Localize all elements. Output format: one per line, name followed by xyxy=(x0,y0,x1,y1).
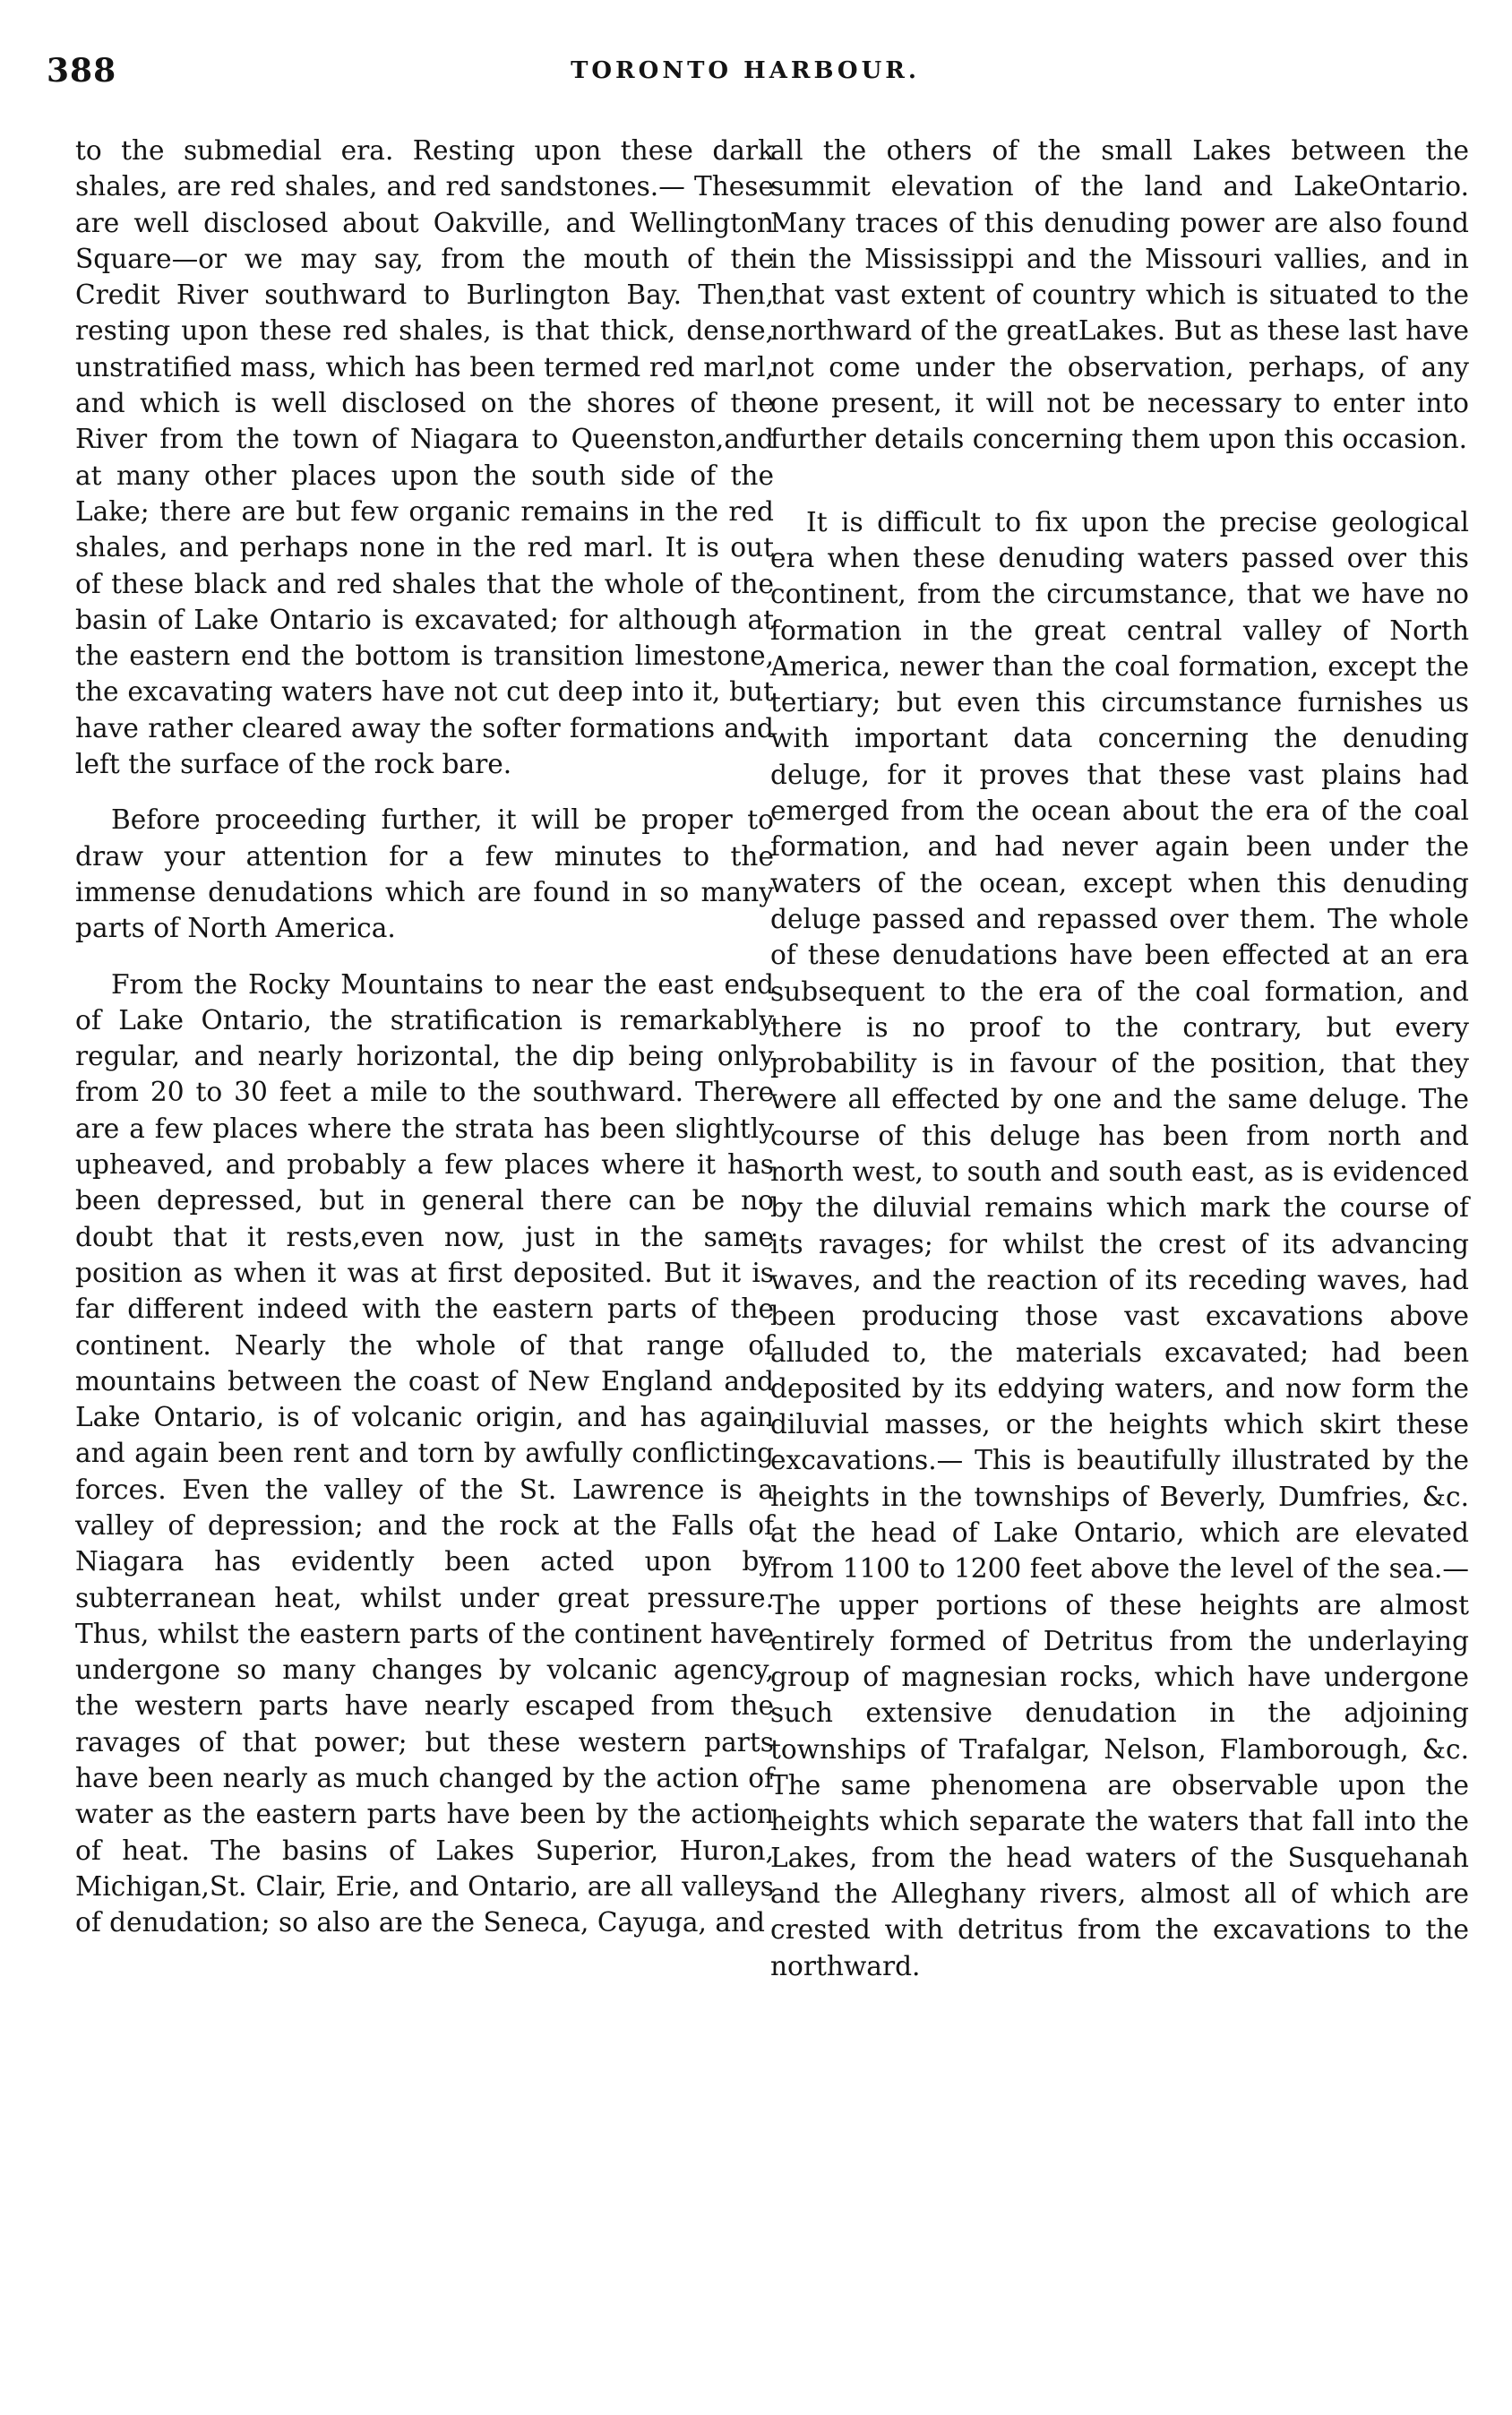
paragraph: Before proceeding further, it will be proper to draw your attention for a few minutes to the immense denudations which are found in so many parts of North America. xyxy=(75,804,774,944)
paragraph: to the submedial era. Resting upon these dark shales, are red shales, and red sandstones.— These are well disclosed about Oakville, and Wellington Square—or we may say, from the mouth of the Credit River southward to Burlington Bay. Then, resting upon these red shales, is that thick, dense, unstratified mass, which has been termed red marl, and which is well disclosed on the shores of the River from the town of Niagara to Queenston,and at many other places upon the south side of the Lake; there are but few organic remains in the red shales, and perhaps none in the red marl. It is out of these black and red shales that the whole of the basin of Lake Ontario is excavated; for although at the eastern end the bottom is transition limestone, the excavating waters have not cut deep into it, but have rather cleared away the softer formations and left the surface of the rock bare. xyxy=(75,135,774,780)
running-head: TORONTO HARBOUR. xyxy=(571,57,920,84)
page-header xyxy=(47,52,1426,106)
right-column xyxy=(770,133,1469,1984)
paragraph: all the others of the small Lakes between the summit elevation of the land and LakeOntario. Many traces of this denuding power are also found in the Mississippi and the Missouri vallies, and in that vast extent of country which is situated to the northward of the greatLakes. But as these last have not come under the observation, perhaps, of any one present, it will not be necessary to enter into further details concerning them upon this occasion. xyxy=(770,135,1469,455)
paragraph: It is difficult to fix upon the precise geological era when these denuding waters passed over this continent, from the circumstance, that we have no formation in the great central valley of North America, newer than the coal formation, except the tertiary; but even this circumstance furnishes us with important data concerning the denuding deluge, for it proves that these vast plains had emerged from the ocean about the era of the coal formation, and had never again been under the waters of the ocean, except when this denuding deluge passed and repassed over them. The whole of these denudations have been effected at an era subsequent to the era of the coal formation, and there is no proof to the contrary, but every probability is in favour of the position, that they were all effected by one and the same deluge. The course of this deluge has been from north and north west, to south and south east, as is evidenced by the diluvial remains which mark the course of its ravages; for whilst the crest of its advancing waves, and the reaction of its receding waves, had been producing those vast excavations above alluded to, the materials excavated; had been deposited by its eddying waters, and now form the diluvial masses, or the heights which skirt these excavations.— This is beautifully illustrated by the heights in the townships of Beverly, Dumfries, &c. at the head of Lake Ontario, which are elevated from 1100 to 1200 feet above the level of the sea.— The upper portions of these heights are almost entirely formed of Detritus from the underlaying group of magnesian rocks, which have undergone such extensive denudation in the adjoining townships of Trafalgar, Nelson, Flamborough, &c. The same phenomena are observable upon the heights which separate the waters that fall into the Lakes, from the head waters of the Susquehanah and the Alleghany rivers, almost all of which are crested with detritus from the excavations to the northward. xyxy=(770,506,1469,1981)
page-number: 388 xyxy=(47,52,117,90)
paragraph: From the Rocky Mountains to near the east end of Lake Ontario, the stratification is remarkably regular, and nearly horizontal, the dip being only from 20 to 30 feet a mile to the southward. There are a few places where the strata has been slightly upheaved, and probably a few places where it has been depressed, but in general there can be no doubt that it rests,even now, just in the same position as when it was at first deposited. But it is far different indeed with the eastern parts of the continent. Nearly the whole of that range of mountains between the coast of New England and Lake Ontario, is of volcanic origin, and has again and again been rent and torn by awfully conflicting forces. Even the valley of the St. Lawrence is a valley of depression; and the rock at the Falls of Niagara has evidently been acted upon by subterranean heat, whilst under great pressure. Thus, whilst the eastern parts of the continent have undergone so many changes by volcanic agency, the western parts have nearly escaped from the ravages of that power; but these western parts have been nearly as much changed by the action of water as the eastern parts have been by the action of heat. The basins of Lakes Superior, Huron, Michigan,St. Clair, Erie, and Ontario, are all valleys of denudation; so also are the Seneca, Cayuga, and xyxy=(75,968,774,1938)
left-column xyxy=(75,133,774,1941)
